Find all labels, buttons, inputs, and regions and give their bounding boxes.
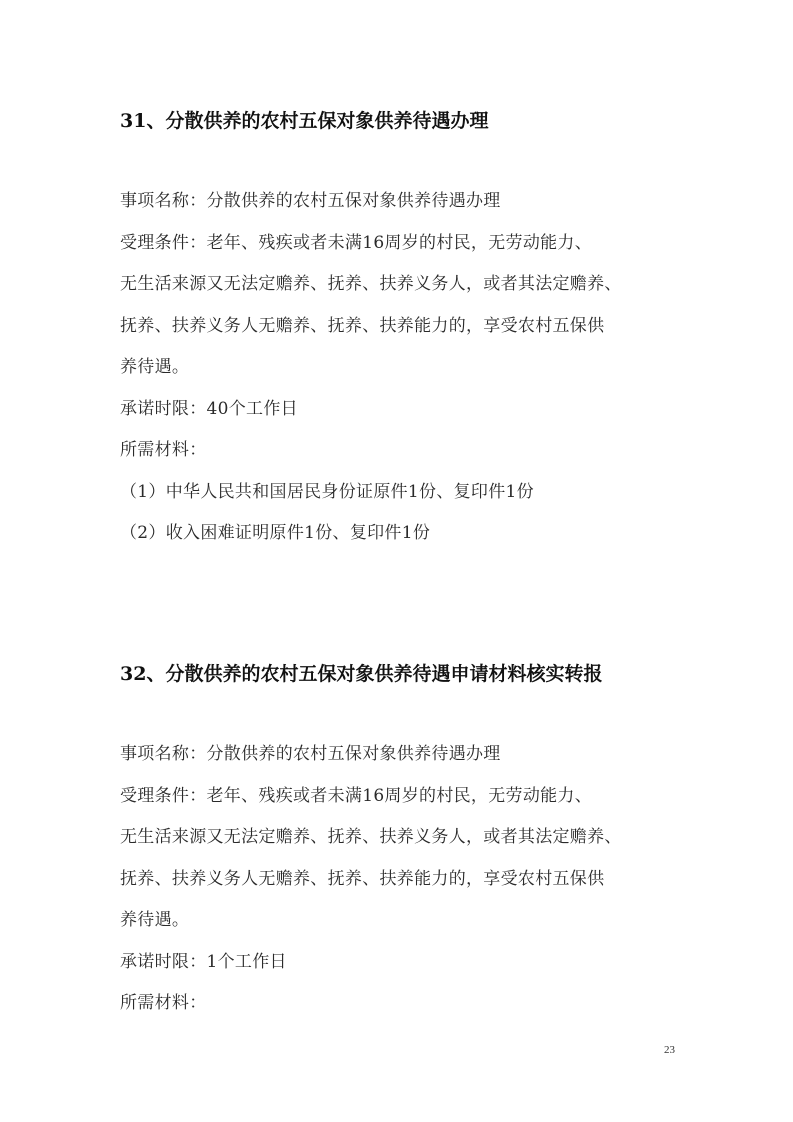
material-item: （2）收入困难证明原件1份、复印件1份	[120, 523, 431, 543]
materials-heading-line: 所需材料：	[120, 993, 207, 1013]
time-limit-line: 承诺时限：1个工作日	[120, 951, 287, 972]
section-body	[120, 734, 680, 1025]
section-title: 32、分散供养的农村五保对象供养待遇申请材料核实转报	[120, 663, 603, 685]
acceptance-conditions-line: 受理条件：老年、残疾或者未满16周岁的村民，无劳动能力、	[120, 232, 593, 253]
time-limit-line: 承诺时限：40个工作日	[120, 398, 298, 419]
section-title: 31、分散供养的农村五保对象供养待遇办理	[120, 110, 489, 132]
item-name-line: 事项名称：分散供养的农村五保对象供养待遇办理	[120, 191, 501, 211]
acceptance-conditions-line: 抚养、扶养义务人无赡养、抚养、扶养能力的，享受农村五保供	[120, 315, 605, 336]
section-body	[120, 181, 680, 555]
acceptance-conditions-line: 无生活来源又无法定赡养、抚养、扶养义务人，或者其法定赡养、	[120, 274, 622, 294]
section-32	[120, 660, 680, 1025]
acceptance-conditions-line: 受理条件：老年、残疾或者未满16周岁的村民，无劳动能力、	[120, 785, 593, 806]
acceptance-conditions-line: 养待遇。	[120, 910, 190, 930]
item-name-line: 事项名称：分散供养的农村五保对象供养待遇办理	[120, 744, 501, 764]
acceptance-conditions-line: 无生活来源又无法定赡养、抚养、扶养义务人，或者其法定赡养、	[120, 827, 622, 847]
acceptance-conditions-line: 抚养、扶养义务人无赡养、抚养、扶养能力的，享受农村五保供	[120, 868, 605, 889]
page-number: 23	[664, 1044, 675, 1056]
acceptance-conditions-line: 养待遇。	[120, 357, 190, 377]
section-31	[120, 107, 680, 555]
materials-heading-line: 所需材料：	[120, 440, 207, 460]
material-item: （1）中华人民共和国居民身份证原件1份、复印件1份	[120, 481, 534, 502]
